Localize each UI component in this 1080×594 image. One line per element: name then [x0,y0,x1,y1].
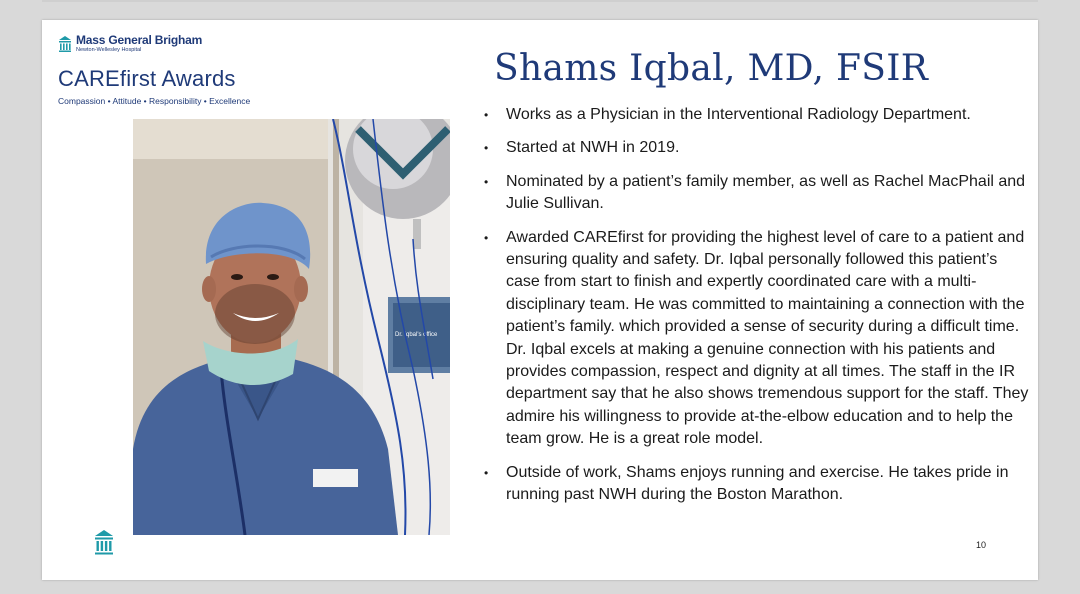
brand-logo [58,34,202,54]
photo-illustration [133,119,450,535]
mgb-building-icon-footer [94,528,114,558]
mgb-building-icon [58,35,72,53]
bullet-glyph: • [484,141,489,156]
bullet-item [484,171,1032,216]
bullet-list [484,104,1032,518]
page-number: 10 [975,540,986,550]
bullet-glyph: • [484,230,489,245]
bullet-text: Nominated by a patient’s family member, as well as Rachel MacPhail and Julie Sullivan. [506,172,1026,213]
awards-values: Compassion • Attitude • Responsibility • Excellence [58,96,251,106]
bullet-item [484,227,1032,451]
bullet-text: Works as a Physician in the Interventional Radiology Department. [506,106,971,123]
bullet-item [484,104,1032,126]
door-sign-text: Dr. Iqbal's office [395,332,438,338]
bullet-text: Outside of work, Shams enjoys running and exercise. He takes pride in running past NWH during the Boston Marathon. [506,463,1009,504]
divider [42,0,1038,2]
honoree-photo [133,119,450,535]
bullet-text: Awarded CAREfirst for providing the highest level of care to a patient and ensuring quality and safety. Dr. Iqbal personally followed this patient’s case from start to finish and expertly coordinated care with a multi-disciplinary team. He was committed to maintaining a connection with the patient’s family. which provided a sense of security during a difficult time. Dr. Iqbal excels at making a genuine connection with his patients and provides compassion, respect and dignity at all times. The staff in the IR department say that he also shows tremendous support for the staff. They admire his willingness to provide at-the-elbow education and to help the team grow. He is a great role model. [506,228,1029,448]
brand-name: Mass General Brigham [76,33,203,47]
bullet-text: Started at NWH in 2019. [506,139,680,157]
bullet-item [484,462,1032,507]
bullet-glyph: • [484,465,489,480]
bullet-glyph: • [484,174,489,189]
bullet-glyph: • [484,108,489,122]
honoree-name: Shams Iqbal, MD, FSIR [494,48,929,89]
hospital-name: Newton-Wellesley Hospital [76,47,142,53]
bullet-item [484,137,1032,159]
viewer-top-strip [0,0,1080,20]
slide [42,20,1038,580]
awards-title: CAREfirst Awards [58,66,236,91]
